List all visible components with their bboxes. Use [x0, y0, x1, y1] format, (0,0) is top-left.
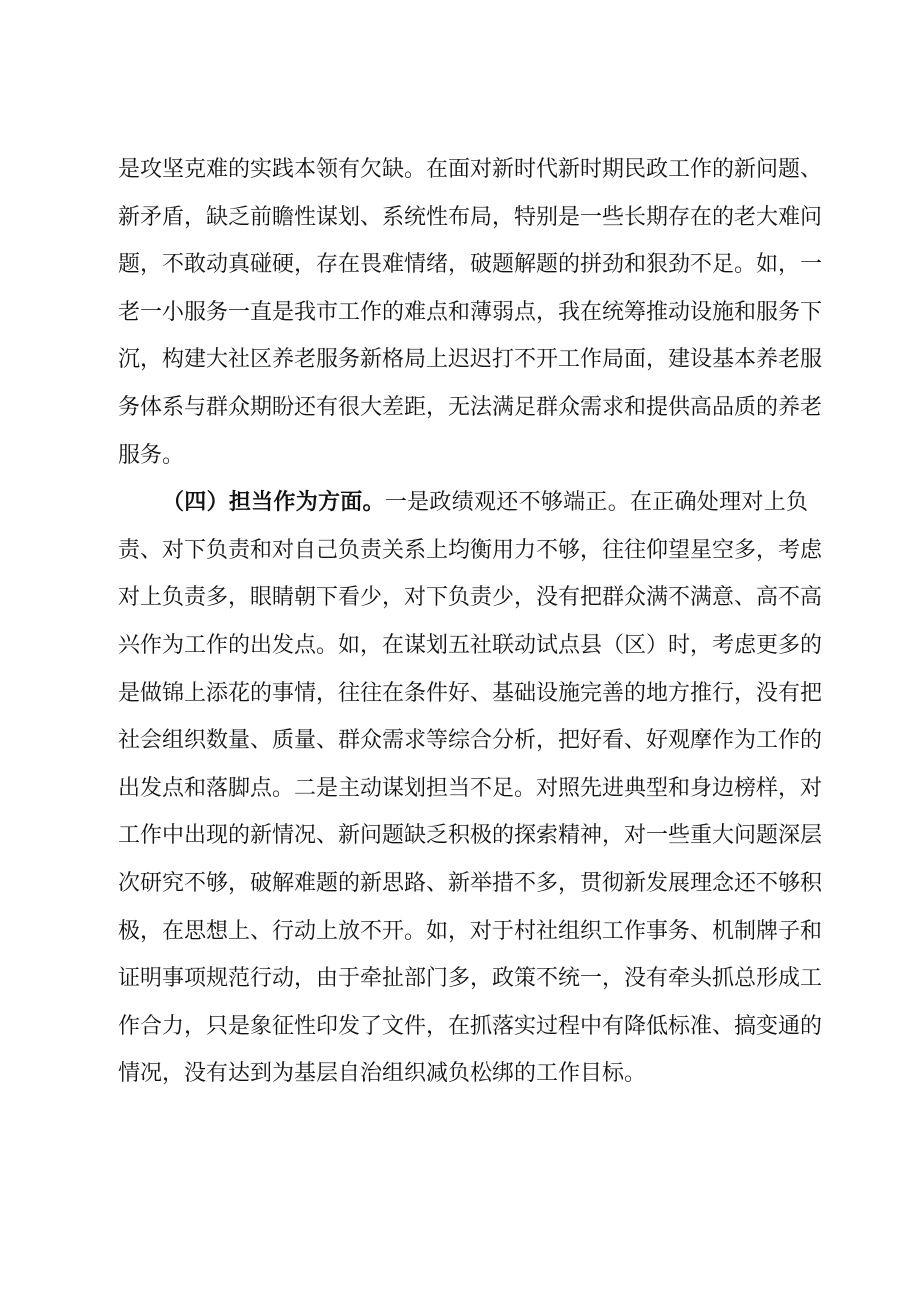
text-line-first [118, 479, 808, 527]
text-line: 兴作为工作的出发点。如，在谋划五社联动试点县（区）时，考虑更多的 [118, 632, 823, 658]
paragraph-1 [118, 146, 823, 479]
text-line: 是做锦上添花的事情，往往在条件好、基础设施完善的地方推行，没有把 [118, 680, 823, 706]
text-run: 一是政绩观还不够端正。在正确处理对上负 [384, 490, 808, 516]
text-line: 情况，没有达到为基层自治组织减负松绑的工作目标。 [118, 1061, 647, 1087]
text-line: 责、对下负责和对自己负责关系上均衡用力不够，往往仰望星空多，考虑 [118, 537, 823, 563]
text-line: 极，在思想上、行动上放不开。如，对于村社组织工作事务、机制牌子和 [118, 918, 823, 944]
section-heading: （四）担当作为方面。 [162, 489, 385, 516]
text-line: 社会组织数量、质量、群众需求等综合分析，把好看、好观摩作为工作的 [118, 728, 823, 754]
text-line: 次研究不够，破解难题的新思路、新举措不多，贯彻新发展理念还不够积 [118, 870, 823, 896]
text-line: 服务。 [118, 442, 185, 468]
document-body [118, 146, 823, 1098]
text-line: 工作中出现的新情况、新问题缺乏积极的探索精神，对一些重大问题深层 [118, 823, 823, 849]
text-line: 新矛盾，缺乏前瞻性谋划、系统性布局，特别是一些长期存在的老大难问 [118, 204, 823, 230]
text-line: 沉，构建大社区养老服务新格局上迟迟打不开工作局面，建设基本养老服 [118, 347, 823, 373]
text-line: 出发点和落脚点。二是主动谋划担当不足。对照先进典型和身边榜样，对 [118, 775, 823, 801]
text-line: 对上负责多，眼睛朝下看少，对下负责少，没有把群众满不满意、高不高 [118, 585, 823, 611]
paragraph-2 [118, 479, 823, 1098]
text-line: 老一小服务一直是我市工作的难点和薄弱点，我在统筹推动设施和服务下 [118, 299, 823, 325]
text-line: 证明事项规范行动，由于牵扯部门多，政策不统一，没有牵头抓总形成工 [118, 966, 823, 992]
text-line: 是攻坚克难的实践本领有欠缺。在面对新时代新时期民政工作的新问题、 [118, 157, 823, 182]
text-line: 作合力，只是象征性印发了文件，在抓落实过程中有降低标准、搞变通的 [118, 1013, 823, 1039]
text-line: 题，不敢动真碰硬，存在畏难情绪，破题解题的拼劲和狠劲不足。如，一 [118, 252, 823, 278]
text-line: 务体系与群众期盼还有很大差距，无法满足群众需求和提供高品质的养老 [118, 394, 823, 420]
